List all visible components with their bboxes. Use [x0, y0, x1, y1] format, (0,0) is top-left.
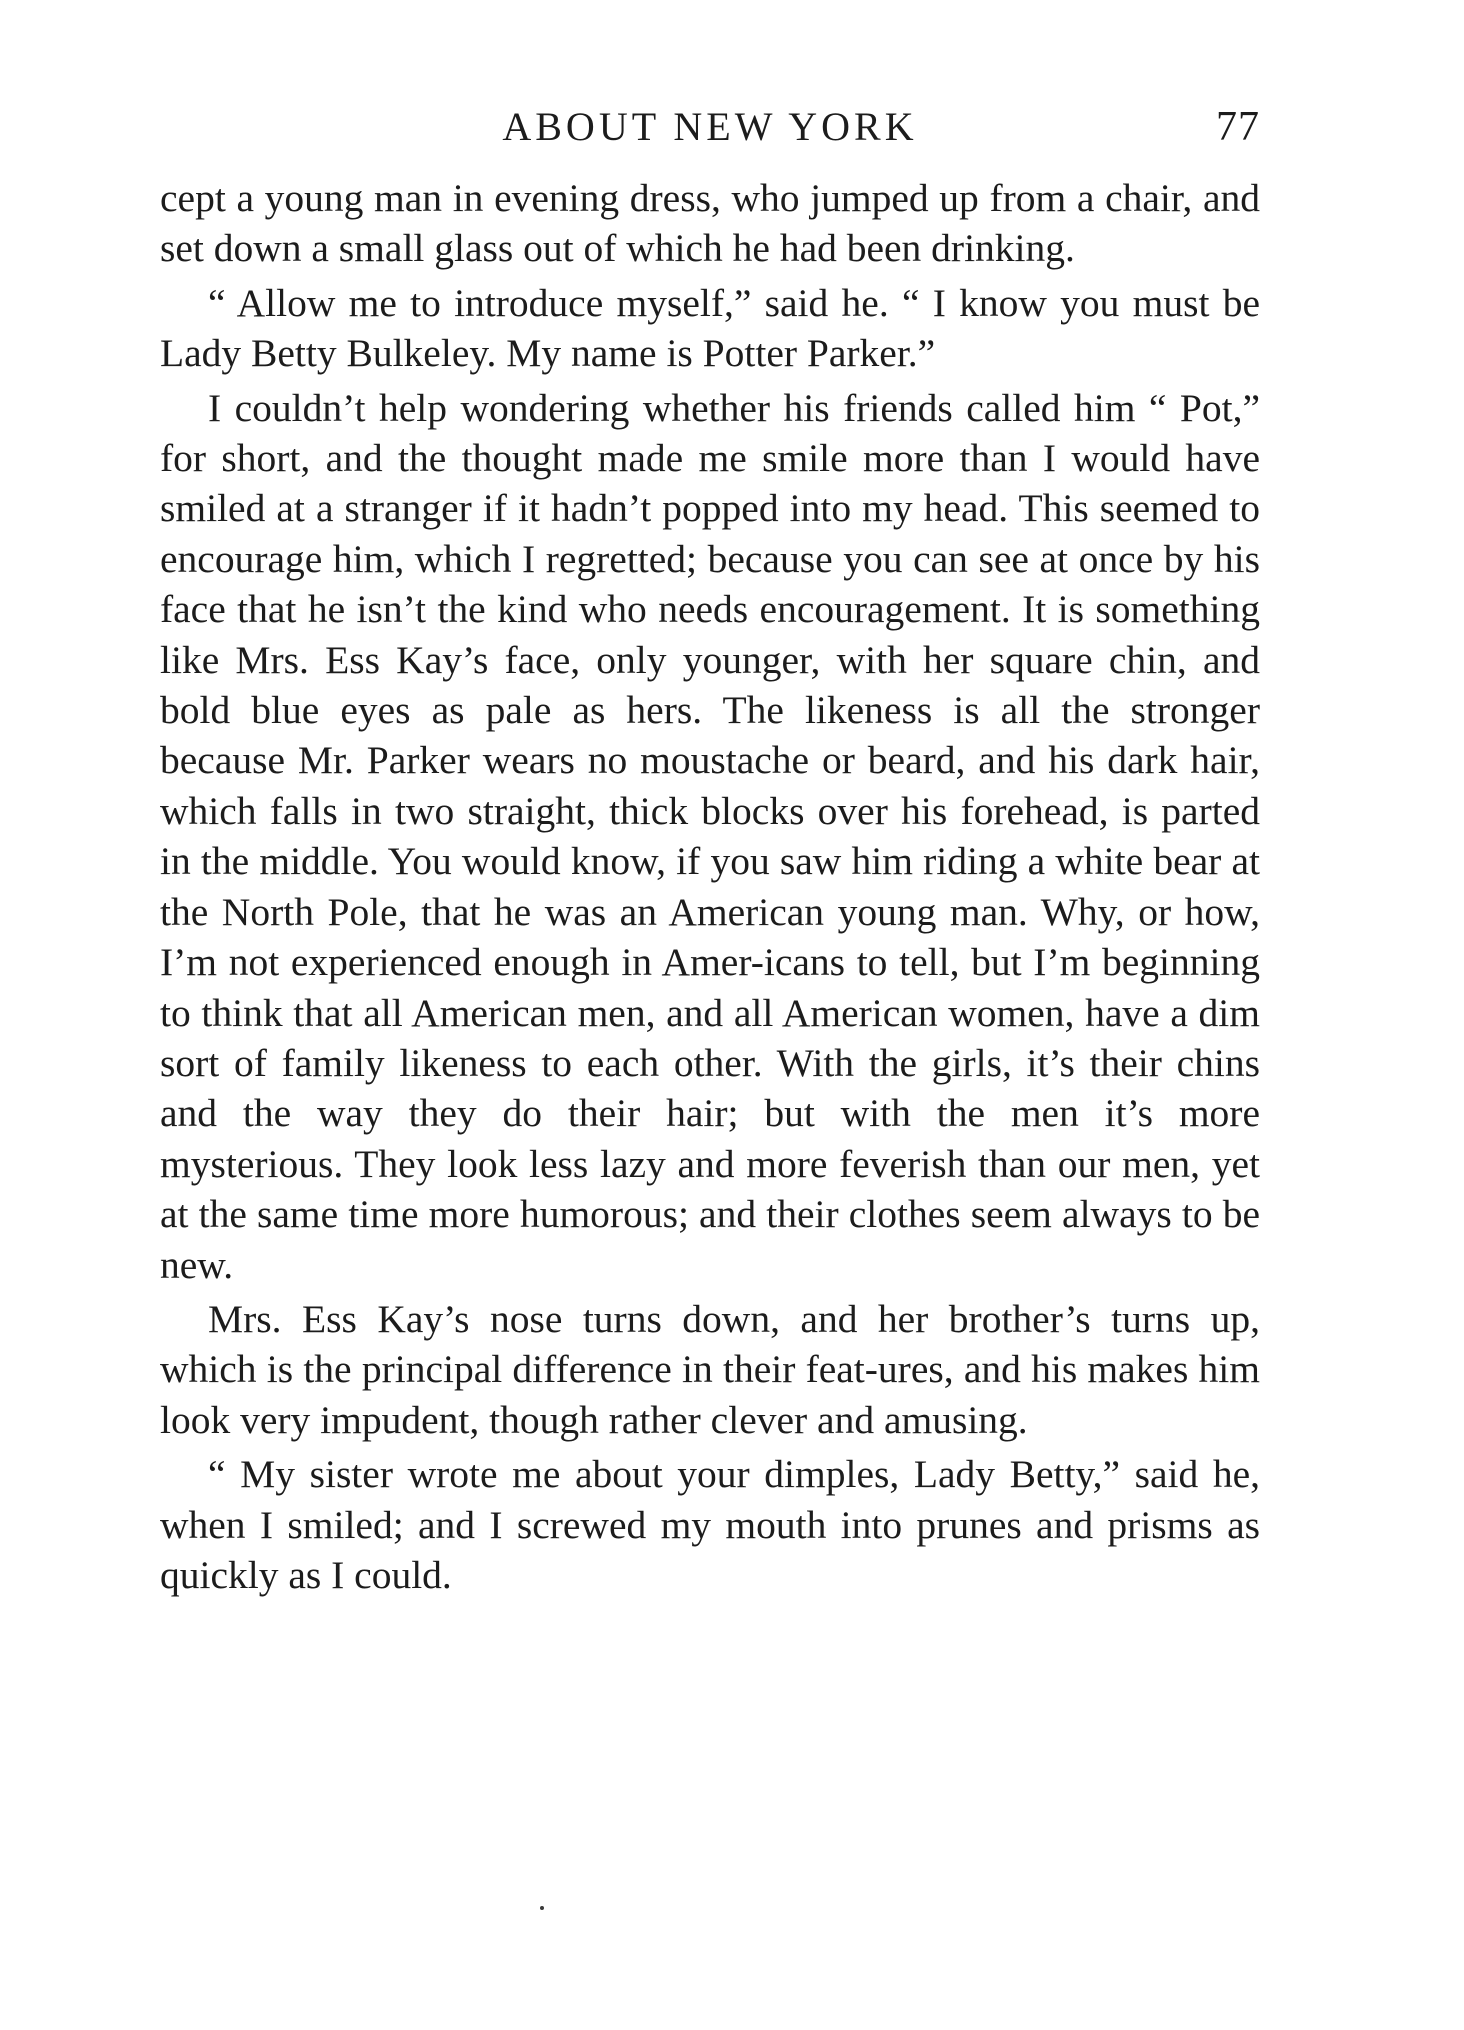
- paragraph-introduction-dialogue: “ Allow me to introduce myself,” said he. “ I know you must be Lady Betty Bulkeley. My name is Potter Parker.”: [160, 280, 1260, 376]
- print-speck: [540, 1906, 544, 1910]
- paragraph-description: I couldn’t help wondering whether his friends called him “ Pot,” for short, and the thought made me smile more than I would have smiled at a stranger if it hadn’t popped into my head. This seemed to encourage him, which I regretted; because you can see at once by his face that he isn’t the kind who needs encouragement. It is something like Mrs. Ess Kay’s face, only younger, with her square chin, and bold blue eyes as pale as hers. The likeness is all the stronger because Mr. Parker wears no moustache or beard, and his dark hair, which falls in two straight, thick blocks over his forehead, is parted in the middle. You would know, if you saw him riding a white bear at the North Pole, that he was an American young man. Why, or how, I’m not experienced enough in Amer-icans to tell, but I’m beginning to think that all American men, and all American women, have a dim sort of family likeness to each other. With the girls, it’s their chins and the way they do their hair; but with the men it’s more mysterious. They look less lazy and more feverish than our men, yet at the same time more humorous; and their clothes seem always to be new.: [160, 385, 1260, 1287]
- paragraph-continued: cept a young man in evening dress, who jumped up from a chair, and set down a small glass out of which he had been drinking.: [160, 176, 1260, 271]
- paragraph-dimples: “ My sister wrote me about your dimples, Lady Betty,” said he, when I smiled; and I screwed my mouth into prunes and prisms as quickly as I could.: [160, 1452, 1260, 1597]
- page-number: 77: [1216, 104, 1260, 150]
- paragraph-nose: Mrs. Ess Kay’s nose turns down, and her brother’s turns up, which is the principal difference in their feat-ures, and his makes him look very impudent, though rather clever and amusing.: [160, 1296, 1260, 1442]
- body-text: [160, 173, 1260, 1600]
- running-head: [160, 100, 1260, 160]
- running-title: ABOUT NEW YORK: [502, 104, 918, 149]
